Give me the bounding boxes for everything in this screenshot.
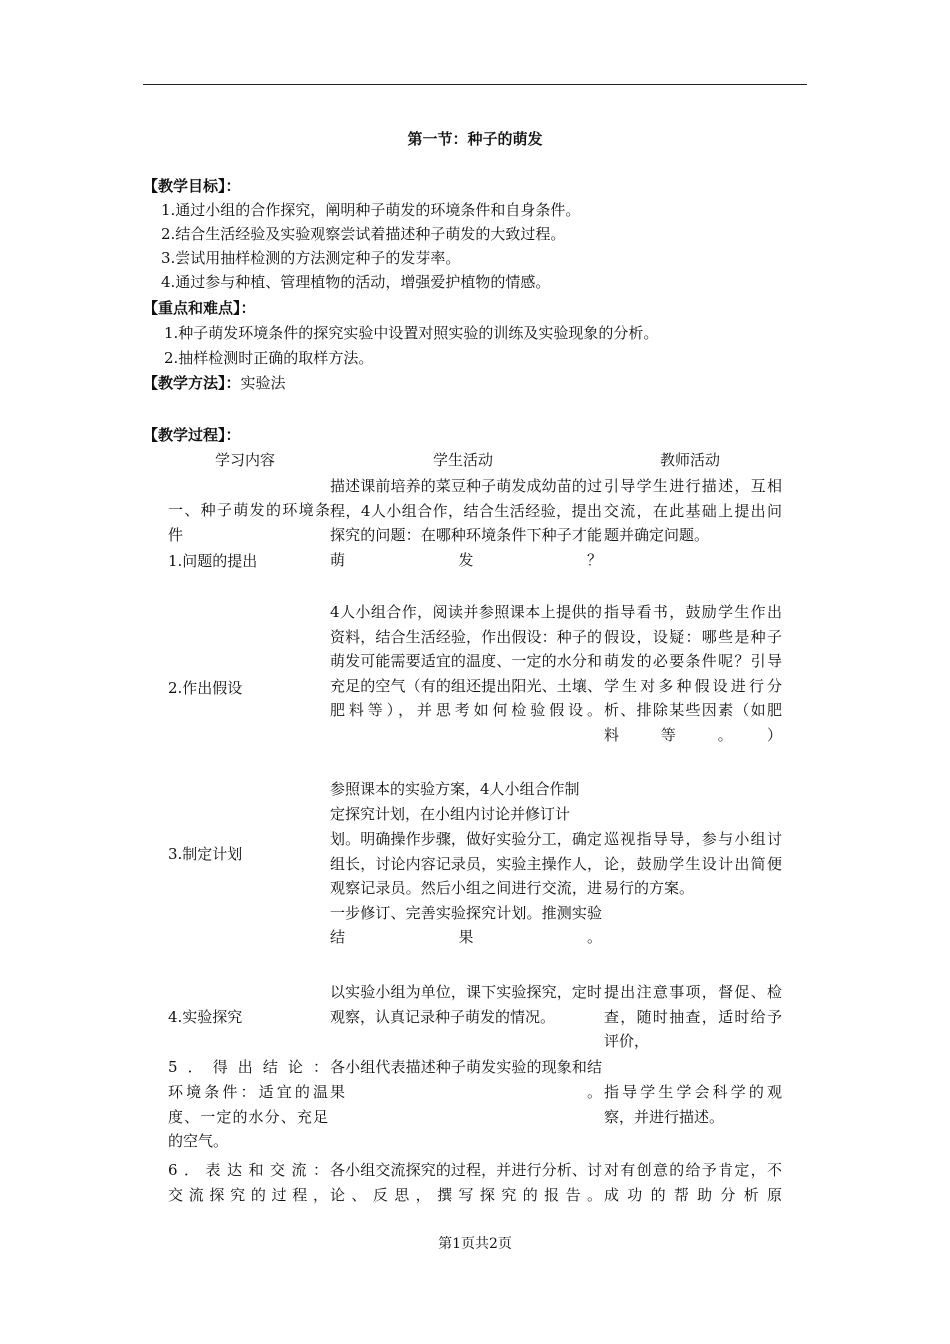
row1-content: 一、种子萌发的环境条件 <box>168 501 330 544</box>
row5-content-head: 5．得出结论： <box>168 1058 328 1076</box>
row2-teacher: 指导看书，鼓励学生作出假设，设疑：哪些是种子萌发的必要条件呢？引导学生对多种假设进行分析、排除某些因素（如肥料等。） <box>604 603 782 744</box>
page-footer: 第1页共2页 <box>438 1236 512 1252</box>
objective-item: 1.通过小组的合作探究，阐明种子萌发的环境条件和自身条件。 <box>161 201 581 219</box>
method-line <box>143 371 286 395</box>
row1-teacher: 引导学生进行描述，互相交流，在此基础上提出问题并确定问题。 <box>604 477 782 544</box>
key-point-item: 1.种子萌发环境条件的探究实验中设置对照实验的训练及实验现象的分析。 <box>164 324 659 342</box>
header-rule <box>143 84 807 85</box>
col-header-content: 学习内容 <box>215 451 276 469</box>
row3-student: 划。明确操作步骤，做好实验分工，确定组长，讨论内容记录员，实验主操作人，观察记录员。然后小组之间进行交流，进一步修订、完善实验探究计划。推测实验结果。 <box>330 830 602 946</box>
row6-content: 交流探究的过程， <box>168 1186 328 1204</box>
row3-content: 3.制定计划 <box>168 845 243 863</box>
row3-student-line: 定探究计划，在小组内讨论并修订计 <box>330 805 571 823</box>
row4-content: 4.实验探究 <box>168 1008 243 1026</box>
row3-student-line: 参照课本的实验方案，4人小组合作制 <box>330 780 580 798</box>
key-points-heading: 【重点和难点】： <box>143 299 256 317</box>
process-heading: 【教学过程】： <box>143 426 241 444</box>
key-point-item: 2.抽样检测时正确的取样方法。 <box>164 349 374 367</box>
objectives-heading: 【教学目标】： <box>143 177 241 195</box>
row3-teacher: 巡视指导导，参与小组讨论，鼓励学生设计出简便易行的方案。 <box>604 830 782 897</box>
row5-content: 环境条件：适宜的温度、一定的水分、充足的空气。 <box>168 1083 328 1150</box>
col-header-teacher: 教师活动 <box>660 451 721 469</box>
row6-content-head: 6．表达和交流： <box>168 1161 328 1179</box>
col-header-student: 学生活动 <box>433 451 494 469</box>
row4-student: 以实验小组为单位，课下实验探究，定时观察，认真记录种子萌发的情况。 <box>330 983 602 1026</box>
row1-content-sub: 1.问题的提出 <box>168 552 258 570</box>
row1-student: 描述课前培养的菜豆种子萌发成幼苗的过程，4人小组合作，结合生活经验，提出探究的问题：在哪种环境条件下种子才能萌发？ <box>330 477 602 569</box>
objective-item: 2.结合生活经验及实验观察尝试着描述种子萌发的大致过程。 <box>161 225 566 243</box>
row5-teacher: 指导学生学会科学的观察，并进行描述。 <box>604 1083 782 1126</box>
row4-teacher: 提出注意事项，督促、检查，随时抽查，适时给予评价， <box>604 983 782 1050</box>
row6-teacher: 对有创意的给予肯定，不成功的帮助分析原 <box>604 1161 782 1204</box>
objective-item: 4.通过参与种植、管理植物的活动，增强爱护植物的情感。 <box>161 273 551 291</box>
page-title: 第一节：种子的萌发 <box>407 130 543 148</box>
method-value: 实验法 <box>240 374 286 392</box>
row2-student: 4人小组合作，阅读并参照课本上提供的资料，结合生活经验，作出假设：种子的萌发可能需要适宜的温度、一定的水分和充足的空气（有的组还提出阳光、土壤、肥料等），并思考如何检验假设。 <box>330 603 602 719</box>
row2-content: 2.作出假设 <box>168 679 243 697</box>
method-heading: 【教学方法】： <box>143 374 241 392</box>
row5-student: 各小组代表描述种子萌发实验的现象和结果。 <box>330 1058 602 1101</box>
row6-student: 各小组交流探究的过程，并进行分析、讨论、反思，撰写探究的报告。 <box>330 1161 602 1204</box>
objective-item: 3.尝试用抽样检测的方法测定种子的发芽率。 <box>161 249 461 267</box>
